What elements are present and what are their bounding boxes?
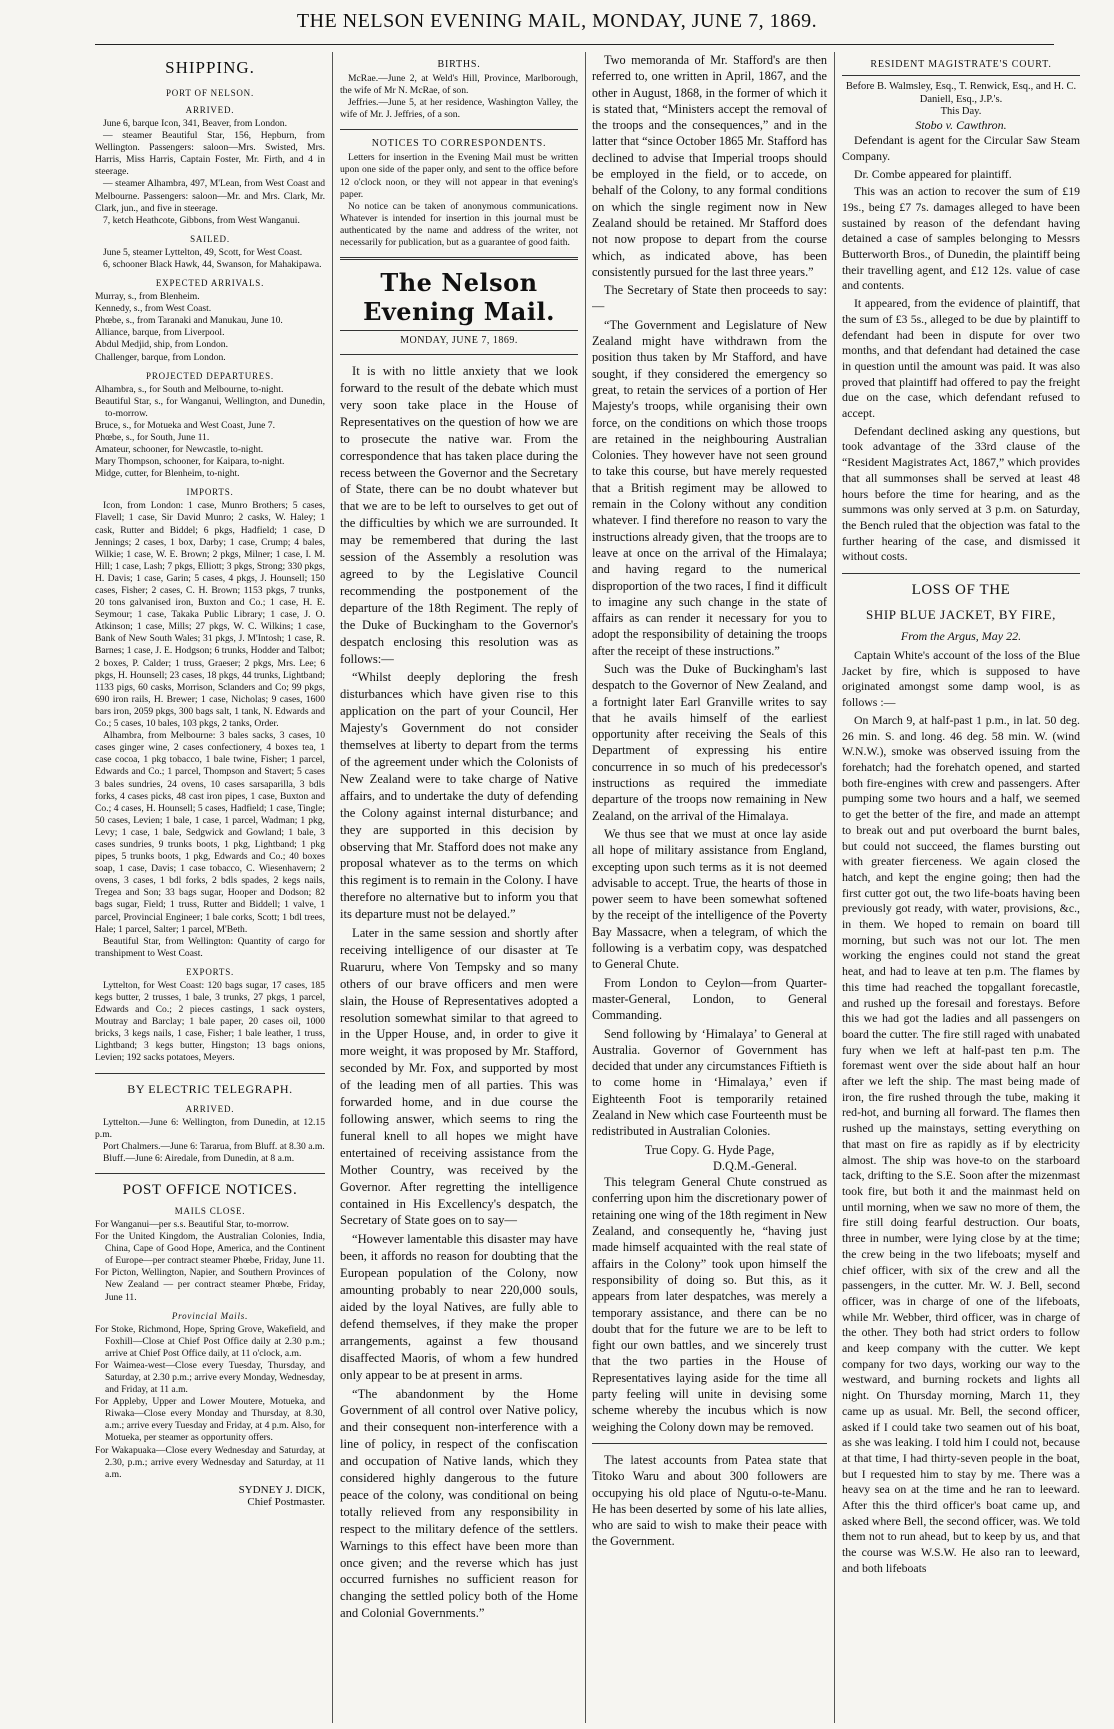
projected-heading: PROJECTED DEPARTURES. bbox=[146, 370, 274, 381]
court-para: Dr. Combe appeared for plaintiff. bbox=[854, 166, 1012, 181]
loss-para: On March 9, at half-past 1 p.m., in lat. 50 deg. 26 min. S. and long. 46 deg. 58 min. W. (wind W.N.W.), smoke was observed issuing from the forehatch; had the forehatch opened, and started both fire-engines with crew and passengers. After pumping some two hours and a half, we seemed to get the better of the fire, and made an attempt to break out and put overboard the burnt bales, but could not succeed, the flames bursting out with greater fierceness. We again closed the hatch, and kept the engine going; then had the first cutter got out, the two life-boats having been previously got ready, with water, provisions, &c., in them. We hoped to remain on board till morning, but such was not our lot. The men working the engines could not stand the great heat, and had to leave at ten p.m. The flames by this time had reached the topgallant forecastle, and rushed up the foresail and forestays. Before this we had got the ladies and all passengers on board the cutter. The fire still raged with unabated fury when we left at half-past ten p.m. The foremast went over the side about half an hour after we left the ship. The mast being made of iron, the fire rushed through the tube, making it red-hot, and burning all forward. The flames then rushed up the mainstays, setting everything on that mast on fire as rapidly as if by electricity almost. The ship was hove-to on the starboard tack, drifting to the S.E. Soon after the mizenmast took fire, but both it and the mainmast held on until morning, when we saw no more of them, the fire still doing fearful destruction. Our boats, three in number, were lying close by at the time; the crew being in the two lifeboats; myself and chief officer, with six of the crew and all the passengers, in the cutter. Mr. W. J. Bell, second officer, was in charge of one of the lifeboats, while Mr. Webber, third officer, was in charge of the other. They both had strict orders to follow and keep company with the cutter. We kept company for two days, working our way to the westward, and burning rockets and lights all night. On Thursday morning, March 11, they came up as usual. Mr. Bell, the second officer, asked if I could take two seamen out of his boat, as she was leaking. I told him I could not, because at that time, I had thirty-seven people in the boat, but I requested him to stay by me. There was a heavy sea on at the time and he ran to leeward. After this the third officer's boat came up, and asked where Bell, the second officer, was. We told them not to run ahead, but to keep by us, and that the course was W.S.W. He also ran to leeward, and both lifeboats bbox=[842, 712, 1080, 1575]
telegraph-item: Lyttelton.—June 6: Wellington, from Dunedin, at 12.15 p.m. bbox=[95, 1116, 325, 1140]
export-item: Lyttelton, for West Coast: 120 bags sugar, 17 cases, 185 kegs butter, 2 trusses, 1 bale, 3 trunks, 27 pkgs, 1 parcel, Edwards and Co.; 2 pieces castings, 1 sack oysters, Moutray and Barclay; 1 bale paper, 20 cases oil, 1000 bricks, 3 kegs nails, 1 case, Fisher; 1 bale leather, 1 truss, Lightband; 3 kegs butter, Hingston; 13 bags onions, Levien; 192 sacks potatoes, Meyers. bbox=[95, 979, 325, 1064]
masthead: THE NELSON EVENING MAIL, MONDAY, JUNE 7, 1869. bbox=[296, 10, 818, 32]
projected-item: Phœbe, s., for South, June 11. bbox=[95, 431, 210, 443]
section-rule bbox=[842, 75, 1080, 76]
mails-close-heading: MAILS CLOSE. bbox=[174, 1205, 246, 1216]
provincial-item: For Waimea-west—Close every Tuesday, Thursday, and Saturday, at 2.30 p.m.; arrive every Monday, Wednesday, and Friday, at 11 a.m. bbox=[95, 1359, 325, 1396]
import-item: Beautiful Star, from Wellington: Quantity of cargo for transhipment to West Coast. bbox=[95, 935, 325, 959]
sailed-item: 6, schooner Black Hawk, 44, Swanson, for Mahakipawa. bbox=[103, 258, 322, 270]
notice-para: Letters for insertion in the Evening Mail must be written upon one side of the paper only, and sent to the office before 12 o'clock noon, or they will not appear in that evening's paper. bbox=[340, 152, 578, 200]
mail-item: For Picton, Wellington, Napier, and Southern Provinces of New Zealand — per contract steamer Phœbe, Friday, June 11. bbox=[95, 1267, 325, 1303]
imports-heading: IMPORTS. bbox=[186, 487, 234, 498]
birth-item: Jeffries.—June 5, at her residence, Washington Valley, the wife of Mr. J. Jeffries, of a son. bbox=[340, 97, 578, 121]
loss-para: Captain White's account of the loss of the Blue Jacket by fire, which is supposed to have originated amongst some damp wool, is as follows :— bbox=[842, 648, 1080, 710]
section-rule bbox=[340, 354, 578, 355]
telegraph-title: BY ELECTRIC TELEGRAPH. bbox=[127, 1081, 293, 1096]
court-para: Defendant is agent for the Circular Saw Steam Company. bbox=[842, 133, 1080, 163]
arrival-item: — steamer Alhambra, 497, M'Lean, from West Coast and Melbourne. Passengers: saloon—Mr. and Mrs. Clark, Mr. Clark, jun., and five in steerage. bbox=[95, 178, 325, 214]
post-office-title: POST OFFICE NOTICES. bbox=[122, 1181, 298, 1198]
postmaster-signature: SYDNEY J. DICK, bbox=[238, 1483, 325, 1496]
projected-item: Alhambra, s., for South and Melbourne, to-night. bbox=[95, 383, 284, 395]
telegraph-item: Port Chalmers.—June 6: Tararua, from Bluff. at 8.30 a.m. bbox=[103, 1140, 325, 1152]
column-3 bbox=[592, 52, 827, 1723]
expected-item: Challenger, barque, from London. bbox=[95, 351, 226, 363]
editorial-para: “The Government and Legislature of New Zealand might have withdrawn from the position thus taken by Mr Stafford, and have sought, if they considered the emergency so great, to retain the services of a portion of Her Majesty's troops, while organising their own force, on the conditions on which those troops are retained in the neighbouring Australian Colonies. They however have not seen ground to take this course, but have merely requested that a British regiment may be allowed to remain in the Colony without any condition whatever. I find therefore no reason to vary the instructions already given, that the troops are to leave at once on the arrival of the Himalaya; and having regard to the numerical disproportion of the two races, I find it difficult to imagine any such change in the state of affairs as can render it necessary for you to adopt the responsibility of detaining the troops after the receipt of these instructions.” bbox=[592, 317, 827, 658]
section-rule bbox=[340, 257, 578, 260]
editorial-date: MONDAY, JUNE 7, 1869. bbox=[400, 335, 518, 347]
postmaster-title: Chief Postmaster. bbox=[247, 1495, 325, 1508]
editorial-para: We thus see that we must at once lay aside all hope of military assistance from England, excepting upon such terms as it is not deemed advisable to accept. True, the hearts of those in power seem to have been somewhat softened by the receipt of the intelligence of the Poverty Bay Massacre, when a telegram, of which the following is a verbatim copy, was despatched to General Chute. bbox=[592, 826, 827, 972]
expected-heading: EXPECTED ARRIVALS. bbox=[155, 278, 265, 289]
section-rule bbox=[592, 1443, 827, 1444]
arrival-item: — steamer Beautiful Star, 156, Hepburn, from Wellington. Passengers: saloon—Mrs. Swisted, Mrs. Harris, Miss Harris, Captain Foster, Mr. Firth, and 4 in steerage. bbox=[95, 130, 325, 178]
exports-heading: EXPORTS. bbox=[185, 966, 235, 977]
editorial-para: Such was the Duke of Buckingham's last despatch to the Governor of New Zealand, and a fortnight later Earl Granville writes to say that he avails himself of the earliest opportunity after receiving the Seals of this Department of expressing his entire concurrence in so much of his predecessor's instructions as required the immediate departure of the troops now remaining in New Zealand, on the arrival of the Himalaya. bbox=[592, 661, 827, 823]
editorial-para: “Whilst deeply deploring the fresh disturbances which have given rise to this application on the part of your Council, Her Majesty's Government do not consider themselves at liberty to depart from the terms of the agreement under which the Colonists of New Zealand were to take charge of Native affairs, and to undertake the duty of defending the Colony against internal disturbance; and they are supported in this decision by observing that Mr. Stafford does not make any proposal whatever as to the terms on which this regiment is to remain in the Colony. I have therefore no alternative but to inform you that its departure must not be delayed.” bbox=[340, 670, 578, 922]
sailed-item: June 5, steamer Lyttelton, 49, Scott, for West Coast. bbox=[103, 246, 303, 258]
loss-source: From the Argus, May 22. bbox=[900, 629, 1022, 644]
section-rule bbox=[95, 1173, 325, 1174]
notice-para: No notice can be taken of anonymous communications. Whatever is intended for insertion in this journal must be authenticated by the name and address of the writer, not necessarily for publication, but as a guarantee of good faith. bbox=[340, 200, 578, 249]
mail-item: For the United Kingdom, the Australian Colonies, India, China, Cape of Good Hope, America, and the Continent of Europe—per contract steamer Phœbe, Friday, June 11. bbox=[95, 1231, 325, 1267]
editorial-para: This telegram General Chute construed as conferring upon him the discretionary power of retaining one wing of the 18th regiment in New Zealand, and consequently he, “having just made himself acquainted with the real state of affairs in the Colony” took upon himself the responsibility of doing so. But this, as it appears from later despatches, was merely a temporary assistance, and there can be no doubt that for the future we are to be left to fight our own battles, and we sincerely trust that the two parties in the House of Representatives laying aside for the time all party feeling will unite in devising some scheme whereby the incubus which is now weighing the Colony down may be removed. bbox=[592, 1175, 827, 1434]
expected-item: Abdul Medjid, ship, from London. bbox=[95, 339, 228, 351]
projected-item: Mary Thompson, schooner, for Kaipara, to-night. bbox=[95, 456, 285, 468]
notices-title: NOTICES TO CORRESPONDENTS. bbox=[371, 138, 547, 150]
sailed-heading: SAILED. bbox=[190, 233, 230, 244]
section-rule bbox=[340, 330, 578, 331]
column-rule bbox=[585, 52, 586, 1723]
port-heading: PORT OF NELSON. bbox=[165, 88, 255, 98]
editorial-para: Two memoranda of Mr. Stafford's are then referred to, one written in April, 1867, and the other in August, 1868, in the former of which it is stated that, “Ministers accept the removal of the troops and the consequences,” and in the latter that “since October 1865 Mr. Stafford has declined to advise that Imperial troops should be employed in the field, or to accede, on behalf of the Colony, to any formal conditions on which the single regiment now in New Zealand should be retained. Mr Stafford does not now propose to depart from the course which, as indicated above, has been consistently pursued for the last three years.” bbox=[592, 53, 827, 279]
column-1 bbox=[95, 52, 325, 1723]
true-copy-line: True Copy. G. Hyde Page, bbox=[644, 1142, 775, 1157]
patea-news: The latest accounts from Patea state that Titoko Waru and about 300 followers are occupying his old place of Ngutu-o-te-Manu. He has been deserted by some of his late allies, who are said to wish to make their peace with the Government. bbox=[592, 1452, 827, 1549]
expected-item: Alliance, barque, from Liverpool. bbox=[95, 327, 225, 339]
editorial-para: Later in the same session and shortly after receiving intelligence of our disaster at Te Ruaruru, where Von Tempsky and so many others of our brave officers and men were slain, the House of Representatives adopted a resolution somewhat similar to that agreed to in the Upper House, and, in order to give it more weight, it was proposed by Mr. Stafford, seconded by Mr. Fox, and supported by most of the leading men of all parties. This was forwarded home, and in due course the following answer, which seems to ring the funeral knell to all hopes we might have entertained of receiving assistance from the Mother Country, was received by the Governor. After regretting the intelligence contained in His Excellency's despatch, the Secretary of State goes on to say— bbox=[340, 926, 578, 1228]
projected-item: Amateur, schooner, for Newcastle, to-night. bbox=[95, 444, 264, 456]
provincial-item: For Wakapuaka—Close every Wednesday and Saturday, at 2.30, p.m.; arrive every Wednesday and Saturday, at 11 a.m. bbox=[95, 1444, 325, 1480]
editorial-para: Send following by ‘Himalaya’ to General at Australia. Governor of Government has decided that under any circumstances Fiftieth is to come home in ‘Himalaya,’ even if Eighteenth Foot is temporarily retained Zealand in New which case Fourteenth must be redistributed in Australian Colonies. bbox=[592, 1026, 827, 1139]
true-copy-title: D.Q.M.-General. bbox=[712, 1158, 797, 1173]
projected-item: Midge, cutter, for Blenheim, to-night. bbox=[95, 468, 240, 480]
loss-title-line1: LOSS OF THE bbox=[911, 582, 1011, 599]
provincial-item: For Appleby, Upper and Lower Moutere, Motueka, and Riwaka—Close every Monday and Thursday, at 8.30, a.m.; arrive every Tuesday and Friday, at 4 p.m. Also, for Motueka, per steamer as opportunity offers. bbox=[95, 1396, 325, 1444]
provincial-item: For Stoke, Richmond, Hope, Spring Grove, Wakefield, and Foxhill—Close at Chief Post Office daily at 2.30 p.m.; arrive at Chief Post Office daily, at 11 o'clock, a.m. bbox=[95, 1323, 325, 1359]
projected-item: Beautiful Star, s., for Wanganui, Wellington, and Dunedin, to-morrow. bbox=[95, 395, 325, 419]
expected-item: Murray, s., from Blenheim. bbox=[95, 291, 200, 303]
import-item: Icon, from London: 1 case, Munro Brothers; 5 cases, Flavell; 1 case, Sir David Munro; 2 casks, W. Haley; 1 cask, Rutter and Biddel; 6 pkgs, Hadfield; 1 case, D Jennings; 2 cases, 1 box, Darby; 1 case, Crump; 4 bales, Wilkie; 1 case, W. E. Brown; 2 pkgs, Milner; 1 case, I. M. Hill; 1 case, Lash; 7 pkgs, Elliott; 3 pkgs, Strong; 330 pkgs, H. Davis; 1 case, Garin; 5 cases, 4 pkgs, J. Hounsell; 150 cases, Fisher; 2 cases, C. H. Brown; 1153 pkgs, 7 trunks, 20 tons galvanised iron, Buxton and Co.; 1 case, H. E. Seymour; 1 case, Takaka Public Library; 1 case, J. O. Atkinson; 1 case, Mills; 27 pkgs, W. C. Wilkins; 1 case, Bank of New South Wales; 31 pkgs, J. M'Intosh; 1 case, R. Barnes; 1 case, J. E. Hodgson; 6 trunks, Hodder and Talbot; 2 boxes, P. Calder; 1 truss, Graeser; 2 pkgs, Mrs. Lee; 6 pkgs, H. Hounsell; 23 cases, 18 pkgs, 44 trunks, Lightband; 1133 pigs, 60 casks, Morrison, Sclanders and Co; 99 pkgs, 690 iron rails, H. Brewer; 1 case, Nicholas; 9 cases, 1600 bars iron, 2059 pkgs, 300 bags salt, 1 tank, N. Edwards and Co.; 5 cases, 10 bales, 103 pkgs, 2 tanks, Order. bbox=[95, 500, 325, 730]
section-rule bbox=[842, 573, 1080, 574]
editorial-para: “However lamentable this disaster may have been, it affords no reason for doubting that the European population of the Colony, now amounting probably to near 220,000 souls, aided by the loyal Natives, are fully able to defend themselves, if they make the proper arrangements, against a few thousand disaffected Maoris, of whom a few hundred only appear to be at present in arms. bbox=[340, 1232, 578, 1382]
section-rule bbox=[340, 129, 578, 130]
court-para: Defendant declined asking any questions, but took advantage of the 33rd clause of the “Resident Magistrates Act, 1867,” which provides that all summonses shall be served at least 48 hours before the time for hearing, and as the summons was only served at 3 p.m. on Saturday, the Bench ruled that the objection was fatal to the further hearing of the case, and dismissed it without costs. bbox=[842, 423, 1080, 564]
court-para: It appeared, from the evidence of plaintiff, that the sum of £3 5s., alleged to be due by plaintiff to defendant had been in dispute for over two months, and that defendant had detained the case in question until the amount was paid. It was also proved that plaintiff had offered to pay the freight due on the case, which defendant refused to accept. bbox=[842, 296, 1080, 421]
editorial-para: “The abandonment by the Home Government of all control over Native policy, and their consequent non-interference with a line of policy, in respect of the confiscation and occupation of Native lands, which they considered highly dangerous to the future peace of the colony, was conditional on being totally relieved from any responsibility in respect to the military defence of the settlers. Warnings to this effect have been more than once given; and the reverse which has just occurred furnishes no sufficient reason for changing the settled policy both of the Home and Colonial Governments.” bbox=[340, 1386, 578, 1621]
arrival-item: 7, ketch Heathcote, Gibbons, from West Wanganui. bbox=[103, 214, 300, 226]
column-rule bbox=[834, 52, 835, 1723]
shipping-title: SHIPPING. bbox=[165, 58, 255, 77]
loss-title-line2: SHIP BLUE JACKET, BY FIRE, bbox=[866, 607, 1056, 623]
court-para: This was an action to recover the sum of £19 19s., being £7 7s. damages alleged to have been sustained by reason of the defendant having detained a case of samples belonging to Messrs Butterworth Bros., of Dunedin, the plaintiff being their travelling agent, and £12 12s. value of case and contents. bbox=[842, 184, 1080, 293]
top-rule bbox=[95, 44, 1054, 45]
expected-item: Kennedy, s., from West Coast. bbox=[95, 303, 212, 315]
arrived-heading: ARRIVED. bbox=[185, 105, 235, 115]
column-rule bbox=[332, 52, 333, 1723]
column-2 bbox=[340, 52, 578, 1723]
editorial-para: From London to Ceylon—from Quarter-master-General, London, to General Commanding. bbox=[592, 975, 827, 1023]
court-case: Stobo v. Cawthron. bbox=[915, 118, 1007, 133]
column-4 bbox=[842, 52, 1080, 1723]
birth-item: McRae.—June 2, at Weld's Hill, Province, Marlborough, the wife of Mr N. McRae, of son. bbox=[340, 73, 578, 97]
expected-item: Phœbe, s., from Taranaki and Manukau, June 10. bbox=[95, 315, 283, 327]
provincial-mails-heading: Provincial Mails. bbox=[171, 1310, 249, 1321]
newspaper-logo: The Nelson Evening Mail. bbox=[363, 268, 555, 327]
telegraph-arrived-heading: ARRIVED. bbox=[185, 1103, 235, 1114]
editorial-para: It is with no little anxiety that we look forward to the result of the debate which must very soon take place in the House of Representatives on the question of how we are to prosecute the native war. From the correspondence that has taken place during the recess between the Governor and the Secretary of State, there can be no doubt whatever but that we are to be left to ourselves to get out of the difficulties by which we are surrounded. It may be remembered that during the last session of the Assembly a resolution was agreed to by the Legislative Council recommending the postponement of the departure of the 18th Regiment. The reply of the Duke of Buckingham to the Governor's despatch enclosing this resolution was as follows:— bbox=[340, 364, 578, 666]
court-day: This Day. bbox=[940, 106, 982, 117]
mail-item: For Wanganui—per s.s. Beautiful Star, to-morrow. bbox=[95, 1218, 289, 1230]
projected-item: Bruce, s., for Motueka and West Coast, June 7. bbox=[95, 419, 275, 431]
births-title: BIRTHS. bbox=[437, 59, 481, 70]
court-before: Before B. Walmsley, Esq., T. Renwick, Esq., and H. C. Daniell, Esq., J.P.'s. bbox=[845, 81, 1077, 105]
section-rule bbox=[95, 1073, 325, 1074]
arrival-item: June 6, barque Icon, 341, Beaver, from London. bbox=[103, 118, 287, 129]
court-title: RESIDENT MAGISTRATE'S COURT. bbox=[870, 59, 1052, 70]
telegraph-item: Bluff.—June 6: Airedale, from Dunedin, at 8 a.m. bbox=[103, 1152, 295, 1164]
import-item: Alhambra, from Melbourne: 3 bales sacks, 3 cases, 10 cases ginger wine, 2 cases confectionery, 4 boxes tea, 1 case cocoa, 1 pkg tobacco, 1 bale twine, Fisher; 1 parcel, Edwards and Co.; 1 parcel, Thompson and Stavert; 5 cases 3 bales sundries, 24 ovens, 10 cases sarsaparilla, 3 bdls forks, 4 cases picks, 48 cast iron pipes, 1 case, Buxton and Co.; 4 cases, H. Hounsell; 5 cases, Hadfield; 1 case, Tingle; 50 cases, Levien; 1 bale, 1 case, 1 parcel, Wadman; 1 pkg, Levy; 1 case, 1 bale, Sedgwick and Gowland; 1 bale, 3 cases sundries, 9 trunks boots, 1 pkg, Lightband; 1 pkg pipes, 5 trunks boots, 1 pkg, Edwards and Co.; 40 boxes soap, 1 case, Davis; 1 case tobacco, C. Wiesenhavern; 2 ovens, 3 cases, 1 bdl forks, 2 bdls spades, 2 kegs nails, Tregea and Son; 33 bags sugar, Hooper and Dodson; 82 bags sugar, Field; 1 truss, Rutter and Biddell; 1 valve, 1 parcel, Provincial Engineer; 1 bale corks, Scott; 1 bdl trees, Hale; 1 parcel, Salter; 1 parcel, M'Beth. bbox=[95, 730, 325, 935]
editorial-para: The Secretary of State then proceeds to say:— bbox=[592, 283, 827, 314]
